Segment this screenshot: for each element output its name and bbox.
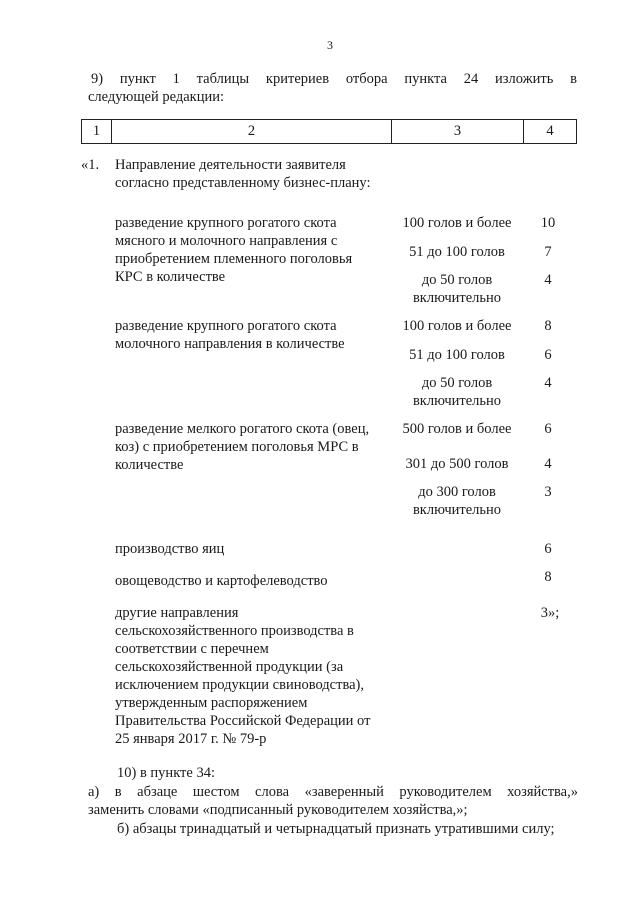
group-1-value-2: 51 до 100 голов — [409, 244, 505, 260]
group-2-score-2: 6 — [544, 347, 552, 363]
row-eggs-score: 6 — [544, 541, 552, 557]
group-3-score-2: 4 — [544, 456, 552, 472]
criterion-title-line-1: Направление деятельности заявителя — [115, 157, 346, 173]
group-1-score-3: 4 — [544, 272, 552, 288]
header-cell-1: 1 — [82, 120, 112, 143]
page-number: 3 — [327, 38, 333, 52]
intro-line-2: следующей редакции: — [88, 89, 225, 105]
item-10-heading: 10) в пункте 34: — [117, 765, 215, 781]
group-1-text: разведение крупного рогатого скота мясного и молочного направления с приобретением племенного поголовья КРС в количестве — [115, 215, 353, 285]
criterion-title-line-2: согласно представленному бизнес-плану: — [115, 175, 371, 191]
group-3-value-1: 500 голов и более — [402, 421, 512, 437]
intro-line-1: 9) пункт 1 таблицы критериев отбора пункта 24 изложить в — [91, 71, 577, 87]
group-2-value-2: 51 до 100 голов — [409, 347, 505, 363]
group-2-text: разведение крупного рогатого скота молочного направления в количестве — [115, 318, 345, 352]
row-vegetables-text: овощеводство и картофелеводство — [115, 573, 328, 589]
group-3-text: разведение мелкого рогатого скота (овец, коз) с приобретением поголовья МРС в количестве — [115, 421, 370, 473]
row-eggs-text: производство яиц — [115, 541, 225, 557]
group-3-score-3: 3 — [544, 484, 552, 500]
group-1-value-1: 100 голов и более — [402, 215, 512, 231]
group-2-score-3: 4 — [544, 375, 552, 391]
table-header-row — [81, 119, 577, 144]
row-vegetables-score: 8 — [544, 569, 552, 585]
group-2-value-1: 100 голов и более — [402, 318, 512, 334]
group-1-score-2: 7 — [544, 244, 552, 260]
group-3-value-2: 301 до 500 голов — [405, 456, 509, 472]
header-cell-4: 4 — [546, 123, 554, 139]
group-2-value-3: до 50 голов включительно — [412, 375, 502, 409]
group-1-value-3: до 50 голов включительно — [412, 272, 502, 306]
header-cell-2: 2 — [112, 120, 392, 143]
group-3-score-1: 6 — [544, 421, 552, 437]
group-1-score-1: 10 — [540, 215, 556, 231]
group-3-value-3: до 300 голов включительно — [412, 484, 502, 518]
group-2-score-1: 8 — [544, 318, 552, 334]
item-10-a-line-1: а) в абзаце шестом слова «заверенный руководителем хозяйства,» — [88, 784, 578, 800]
header-cell-3: 3 — [392, 120, 524, 143]
row-other-score: 3»; — [540, 605, 560, 621]
row-other-text: другие направления сельскохозяйственного производства в соответствии с перечнем сельскохозяйственной продукции (за исключением продукции свиноводства), утвержденным распоряжением Правительства Российской Федерации от 25 января 2017 г. № 79-р — [115, 605, 371, 747]
criterion-number: «1. — [81, 157, 100, 173]
item-10-a-line-2: заменить словами «подписанный руководителем хозяйства,»; — [88, 802, 468, 818]
item-10-b-line: б) абзацы тринадцатый и четырнадцатый признать утратившими силу; — [117, 821, 555, 837]
